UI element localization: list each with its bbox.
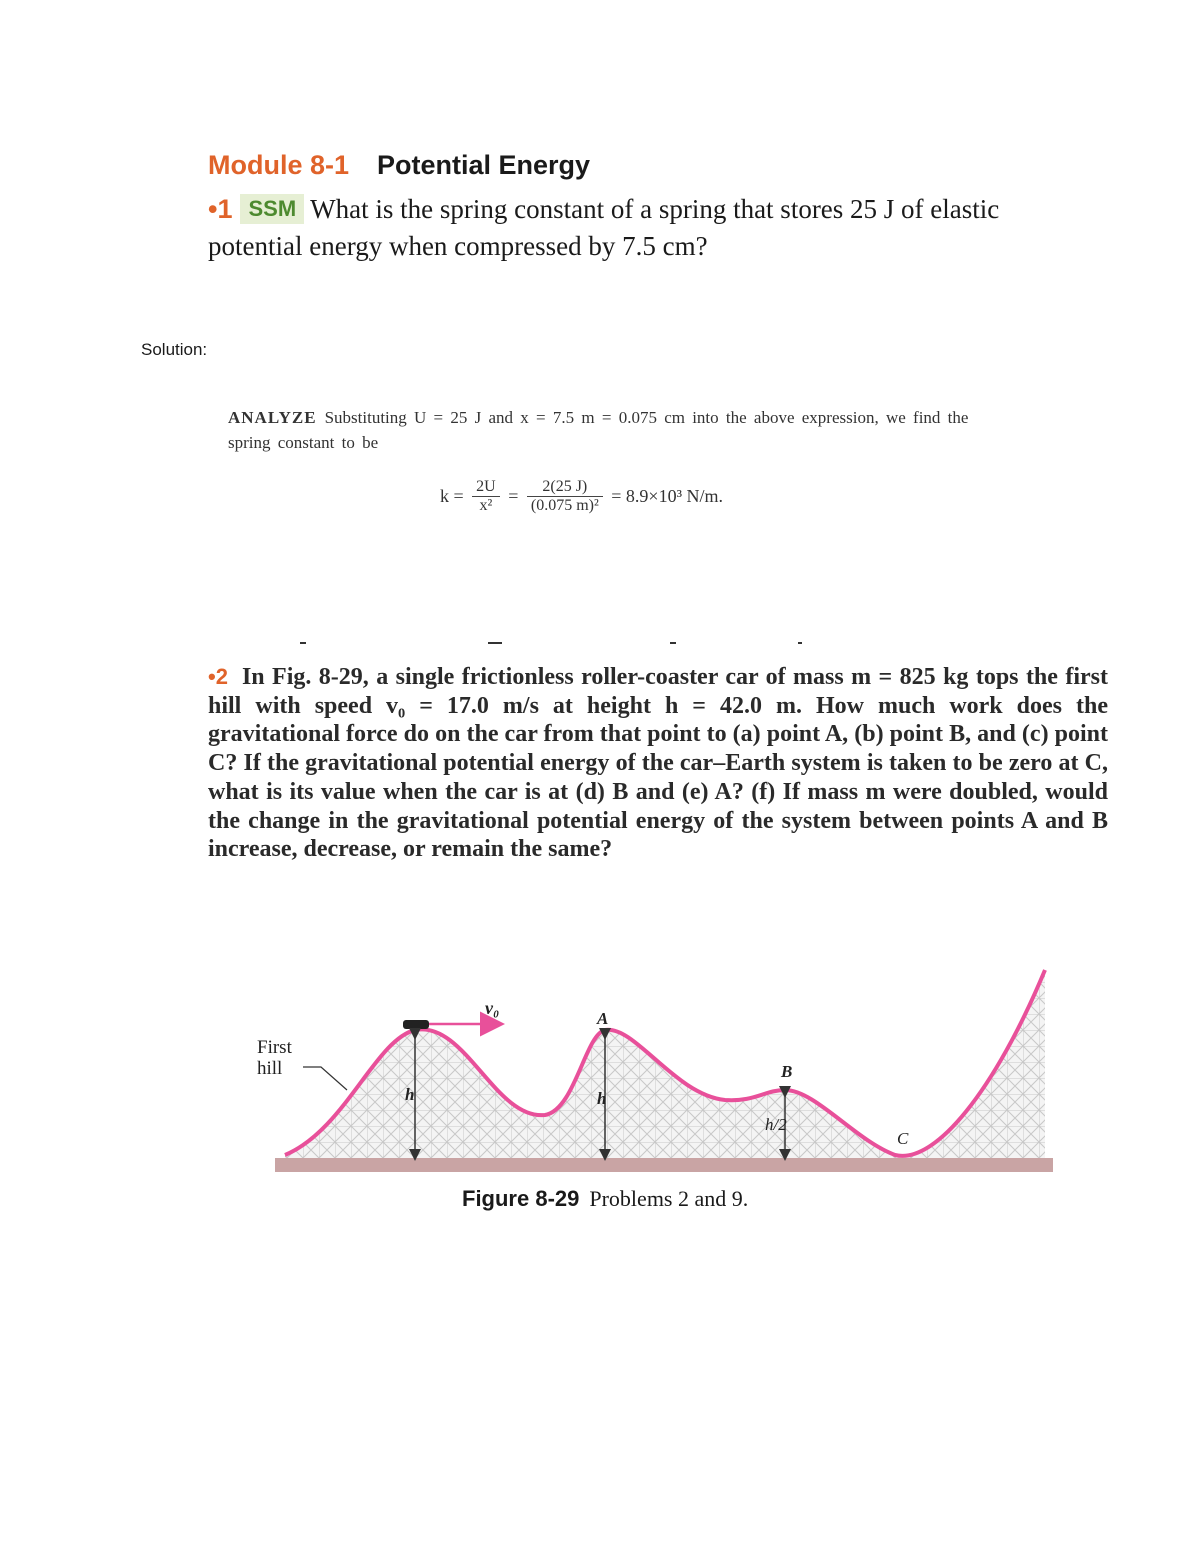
formula-equals: = xyxy=(508,486,519,506)
analyze-paragraph xyxy=(228,405,1008,455)
figure-caption-text: Problems 2 and 9. xyxy=(589,1186,749,1211)
module-title: Potential Energy xyxy=(377,150,591,180)
height-label-point-a: h xyxy=(597,1089,607,1108)
module-heading xyxy=(208,150,590,181)
analyze-text: Substituting U = 25 J and x = 7.5 m = 0.075 cm into the above expression, we find the spring constant to be xyxy=(228,408,969,452)
half-height-label: h/2 xyxy=(765,1115,787,1134)
velocity-label: v₀ xyxy=(485,998,500,1018)
ground-strip xyxy=(275,1158,1053,1172)
first-hill-label-line2: hill xyxy=(257,1058,283,1079)
first-hill-label-line1: First xyxy=(257,1037,292,1058)
height-label-first-hill: h xyxy=(405,1085,415,1104)
problem-1 xyxy=(208,191,1068,265)
figure-caption-label: Figure 8-29 xyxy=(462,1186,580,1211)
fraction-1-denominator: x² xyxy=(479,497,493,514)
solution-label: Solution: xyxy=(141,340,208,359)
fraction-1-numerator: 2U xyxy=(472,478,500,497)
problem-2-text: In Fig. 8-29, a single frictionless roller-coaster car of mass m = 825 kg tops the first hill with speed v₀ = 17.0 m/s at height h = 42.0 m. How much work does the gravitational force do on the car from that point to (a) point A, (b) point B, and (c) point C? If the gravitational potential energy of the car–Earth system is taken to be zero at C, what is its value when the car is at (d) B and (e) A? (f) If mass m were doubled, would the change in the gravitational potential energy of the system between points A and B increase, decrease, or remain the same? xyxy=(208,664,1108,863)
problem-1-number: •1 xyxy=(208,194,233,224)
problem-1-text: What is the spring constant of a spring that stores 25 J of elastic potential energy when compressed by 7.5 cm? xyxy=(208,194,1000,261)
point-c-label: C xyxy=(897,1129,909,1148)
spring-constant-formula xyxy=(440,478,723,515)
roller-coaster-diagram xyxy=(255,950,1055,1185)
problem-2-number: •2 xyxy=(208,664,228,689)
formula-fraction-2 xyxy=(527,478,603,515)
formula-lhs: k = xyxy=(440,486,464,506)
formula-result: = 8.9×10³ N/m. xyxy=(611,486,723,506)
ssm-badge: SSM xyxy=(240,194,304,224)
coaster-support-lattice xyxy=(285,970,1045,1160)
first-hill-leader xyxy=(303,1067,347,1090)
formula-fraction-1 xyxy=(472,478,500,515)
module-number: Module 8-1 xyxy=(208,150,350,180)
problem-2 xyxy=(208,663,1108,864)
coaster-car xyxy=(403,1020,429,1029)
fraction-2-denominator: (0.075 m)² xyxy=(530,497,599,514)
figure-caption xyxy=(462,1186,748,1212)
fraction-2-numerator: 2(25 J) xyxy=(527,478,603,497)
analyze-keyword: ANALYZE xyxy=(228,408,317,427)
point-a-label: A xyxy=(597,1009,609,1028)
roller-coaster-figure xyxy=(255,950,1055,1185)
scan-artifact-divider xyxy=(290,640,830,646)
point-b-label: B xyxy=(781,1062,793,1081)
